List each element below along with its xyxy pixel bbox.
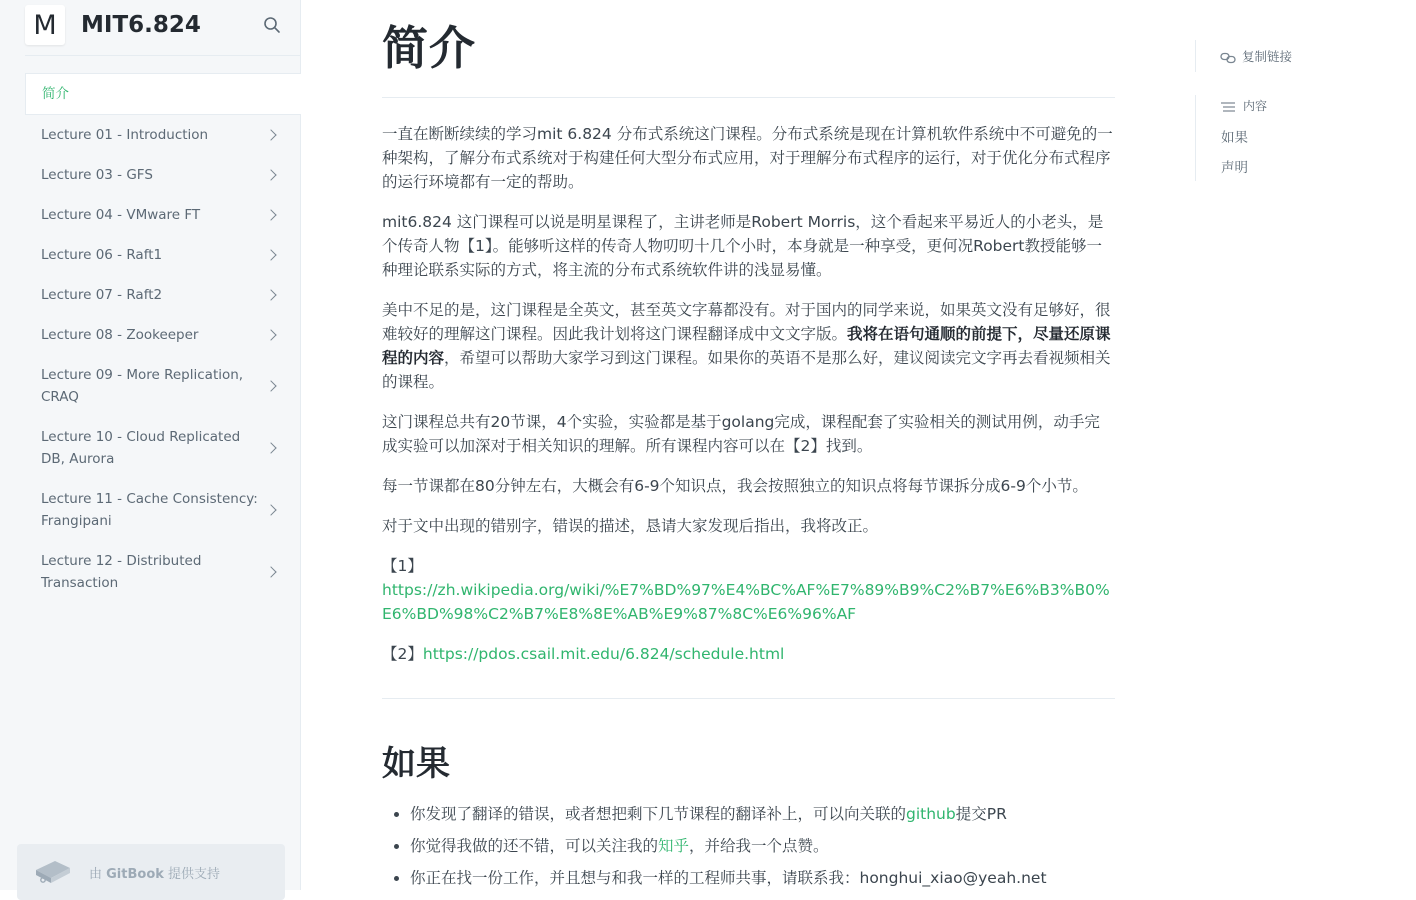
intro-paragraph-3 bbox=[382, 298, 1115, 394]
chevron-right-icon[interactable] bbox=[265, 329, 276, 340]
toc-item-shengming[interactable]: 声明 bbox=[1221, 160, 1248, 176]
chevron-right-icon[interactable] bbox=[265, 504, 276, 515]
link-icon bbox=[1220, 52, 1236, 64]
bullet-list bbox=[382, 802, 1115, 898]
footer-prefix: 由 bbox=[89, 867, 107, 882]
sidebar-item-label: Lecture 08 - Zookeeper bbox=[41, 327, 199, 343]
title-divider bbox=[382, 97, 1115, 98]
sidebar-item-label: Lecture 03 - GFS bbox=[41, 167, 153, 183]
page-title: 简介 bbox=[382, 21, 476, 75]
sidebar-item-lecture-09[interactable] bbox=[25, 355, 301, 417]
wikipedia-link[interactable]: https://zh.wikipedia.org/wiki/%E7%BD%97%E4%BC%AF%E7%89%B9%C2%B7%E6%B3%B0%E6%BD%98%C2%B7%E8%8E%AB%E9%87%8C%E6%96%AF bbox=[382, 581, 1110, 623]
sidebar-item-lecture-03[interactable] bbox=[25, 155, 301, 195]
sidebar-item-lecture-11[interactable] bbox=[25, 479, 301, 541]
sidebar-item-lecture-08[interactable] bbox=[25, 315, 301, 355]
space-title[interactable]: MIT6.824 bbox=[81, 12, 201, 38]
chevron-right-icon[interactable] bbox=[265, 566, 276, 577]
sidebar-item-lecture-12[interactable] bbox=[25, 541, 301, 603]
intro-paragraph-4: 这门课程总共有20节课，4个实验，实验都是基于golang完成，课程配套了实验相关的测试用例，动手完成实验可以加深对于相关知识的理解。所有课程内容可以在【2】找到。 bbox=[382, 413, 1100, 455]
bullet2-text-a: 你觉得我做的还不错，可以关注我的 bbox=[410, 837, 659, 855]
section-heading-ruguo: 如果 bbox=[382, 744, 450, 784]
chevron-right-icon[interactable] bbox=[265, 209, 276, 220]
sidebar-item-intro[interactable] bbox=[25, 73, 301, 115]
sidebar-item-lecture-10[interactable] bbox=[25, 417, 301, 479]
sidebar-item-lecture-06[interactable] bbox=[25, 235, 301, 275]
chevron-right-icon[interactable] bbox=[265, 129, 276, 140]
list-item: • 你正在找一份工作，并且想与和我一样的工程师共事，请联系我：honghui_xiao@yeah.net bbox=[410, 866, 1115, 890]
reference-2-label: 【2】 bbox=[382, 645, 423, 663]
chevron-right-icon[interactable] bbox=[265, 169, 276, 180]
powered-by-gitbook[interactable] bbox=[17, 844, 285, 900]
github-link[interactable]: github bbox=[906, 805, 956, 823]
zhihu-link[interactable]: 知乎 bbox=[658, 837, 690, 855]
bullet2-text-b: ，并给我一个点赞。 bbox=[689, 837, 829, 855]
list-item bbox=[410, 802, 1115, 826]
list-icon bbox=[1221, 102, 1235, 112]
copy-link-button[interactable] bbox=[1220, 47, 1292, 65]
sidebar-item-label: 简介 bbox=[42, 86, 69, 102]
sidebar-item-label: Lecture 11 - Cache Consistency: Frangipani bbox=[41, 491, 258, 529]
schedule-link[interactable]: https://pdos.csail.mit.edu/6.824/schedule.html bbox=[422, 645, 785, 663]
p3-bold: 我将在语句通顺的前提下，尽量还原课程的内容 bbox=[382, 325, 1111, 367]
chevron-right-icon[interactable] bbox=[265, 442, 276, 453]
search-icon[interactable] bbox=[263, 16, 281, 34]
reference-2 bbox=[382, 642, 1115, 666]
copy-link-panel bbox=[1195, 40, 1293, 72]
sidebar-item-label: Lecture 04 - VMware FT bbox=[41, 207, 201, 223]
sidebar-item-label: Lecture 10 - Cloud Replicated DB, Aurora bbox=[41, 429, 241, 467]
toc-item-ruguo[interactable]: 如果 bbox=[1221, 130, 1248, 146]
toc-heading-label: 内容 bbox=[1243, 99, 1268, 113]
sidebar bbox=[0, 0, 301, 890]
reference-1-label: 【1】 bbox=[382, 557, 423, 575]
toc-heading bbox=[1221, 97, 1267, 114]
sidebar-nav bbox=[25, 73, 301, 603]
chevron-right-icon[interactable] bbox=[265, 249, 276, 260]
sidebar-item-label: Lecture 12 - Distributed Transaction bbox=[41, 553, 202, 591]
reference-1 bbox=[382, 554, 1115, 626]
copy-link-label: 复制链接 bbox=[1242, 49, 1293, 64]
sidebar-header bbox=[25, 4, 301, 56]
p3-text-a: 美中不足的是，这门课程是全英文，甚至英文字幕都没有。对于国内的同学来说，如果英文没有足够好，很难较好的理解这门课程。因此我计划将这门课程翻译成中文文字版。 bbox=[382, 301, 1111, 343]
sidebar-item-lecture-07[interactable] bbox=[25, 275, 301, 315]
section-divider bbox=[382, 698, 1115, 699]
chevron-right-icon[interactable] bbox=[265, 289, 276, 300]
list-item bbox=[410, 834, 1115, 858]
sidebar-item-label: Lecture 06 - Raft1 bbox=[41, 247, 163, 263]
intro-paragraph-2: mit6.824 这门课程可以说是明星课程了，主讲老师是Robert Morris，这个看起来平易近人的小老头，是个传奇人物【1】。能够听这样的传奇人物叨叨十几个小时，本身就是一种享受，更何况Robert教授能够一种理论联系实际的方式，将主流的分布式系统软件讲的浅显易懂。 bbox=[382, 213, 1104, 279]
chevron-right-icon[interactable] bbox=[265, 380, 276, 391]
sidebar-item-lecture-01[interactable] bbox=[25, 115, 301, 155]
intro-paragraph-1: 一直在断断续续的学习mit 6.824 分布式系统这门课程。分布式系统是现在计算机软件系统中不可避免的一种架构，了解分布式系统对于构建任何大型分布式应用，对于理解分布式程序的运行，对于优化分布式程序的运行环境都有一定的帮助。 bbox=[382, 125, 1113, 191]
sidebar-item-label: Lecture 07 - Raft2 bbox=[41, 287, 163, 303]
sidebar-item-lecture-04[interactable] bbox=[25, 195, 301, 235]
gitbook-icon bbox=[33, 856, 73, 886]
bullet1-text-b: 提交PR bbox=[955, 805, 1007, 823]
intro-paragraph-6: 对于文中出现的错别字，错误的描述，恳请大家发现后指出，我将改正。 bbox=[382, 517, 879, 535]
footer-brand: GitBook bbox=[106, 867, 164, 882]
bullet1-text-a: 你发现了翻译的错误，或者想把剩下几节课程的翻译补上，可以向关联的 bbox=[410, 805, 907, 823]
sidebar-item-label: Lecture 01 - Introduction bbox=[41, 127, 209, 143]
sidebar-item-label: Lecture 09 - More Replication, CRAQ bbox=[41, 367, 244, 405]
space-logo[interactable]: M bbox=[25, 5, 65, 45]
footer-text bbox=[89, 863, 220, 882]
intro-paragraph-5: 每一节课都在80分钟左右，大概会有6-9个知识点，我会按照独立的知识点将每节课拆分成6-9个小节。 bbox=[382, 477, 1088, 495]
table-of-contents bbox=[1195, 95, 1396, 181]
footer-suffix: 提供支持 bbox=[163, 867, 221, 882]
p3-text-b: ，希望可以帮助大家学习到这门课程。如果你的英语不是那么好，建议阅读完文字再去看视频相关的课程。 bbox=[382, 349, 1111, 391]
